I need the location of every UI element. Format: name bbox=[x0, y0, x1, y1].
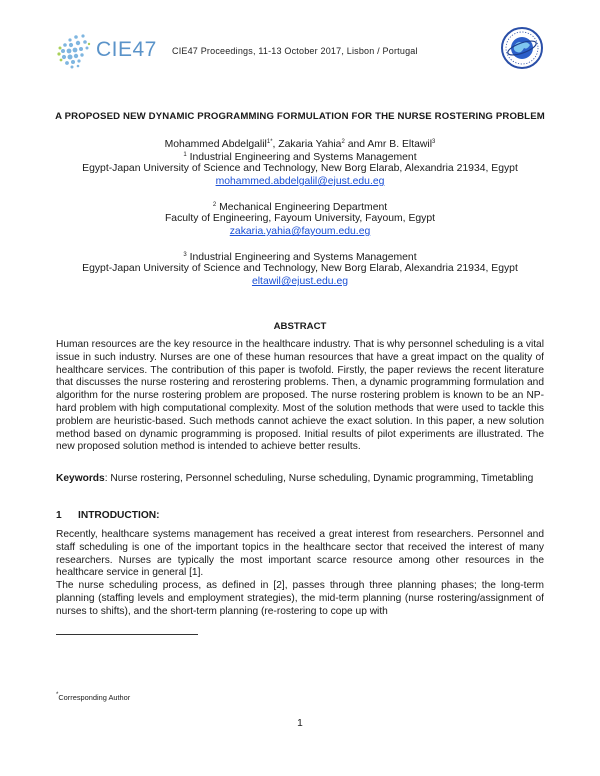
page-number: 1 bbox=[297, 718, 303, 729]
affiliation-email-row bbox=[30, 275, 570, 288]
footnote-text: Corresponding Author bbox=[58, 693, 131, 702]
affiliation-email-row bbox=[30, 225, 570, 238]
author-email-link[interactable]: zakaria.yahia@fayoum.edu.eg bbox=[229, 226, 371, 237]
footnote-marker: * bbox=[56, 692, 59, 698]
author-affiliation-marker: 1* bbox=[266, 139, 273, 145]
abstract-heading: ABSTRACT bbox=[273, 321, 327, 332]
logo-wordmark: CIE47 bbox=[96, 38, 157, 61]
section-number: 1 bbox=[56, 510, 62, 521]
keywords-label: Keywords bbox=[56, 473, 105, 484]
affiliation-number: 1 bbox=[183, 152, 187, 158]
author-email-link[interactable]: eltawil@ejust.edu.eg bbox=[251, 276, 349, 287]
affiliation-email-row bbox=[30, 175, 570, 188]
keywords-line bbox=[56, 473, 544, 486]
author-name: and Amr B. Eltawil bbox=[344, 139, 433, 150]
section-heading bbox=[56, 510, 160, 521]
keywords-text: : Nurse rostering, Personnel scheduling, Nurse scheduling, Dynamic programming, Timetabling bbox=[104, 473, 534, 484]
affiliation-department-text: Industrial Engineering and Systems Management bbox=[189, 152, 417, 163]
affiliation-department-text: Industrial Engineering and Systems Management bbox=[189, 252, 417, 263]
body-paragraph: Recently, healthcare systems management has received a great interest from researchers. Personnel and staff scheduling is one of the important topics in the healthcare sector that received the interest of many researchers. Nurses are typically the most important scarce resource among other resources in the healthcare service in general [1]. bbox=[56, 529, 544, 579]
author-name: , Zakaria Yahia bbox=[272, 139, 342, 150]
proceedings-header: CIE47 Proceedings, 11-13 October 2017, Lisbon / Portugal bbox=[172, 46, 418, 56]
affiliation-organization: Egypt-Japan University of Science and Technology, New Borg Elarab, Alexandria 21934, Egypt bbox=[82, 263, 518, 274]
globe-emblem-icon bbox=[500, 26, 544, 70]
author-affiliation-marker: 3 bbox=[432, 139, 436, 145]
affiliation-number: 3 bbox=[183, 252, 187, 258]
footnote-divider bbox=[56, 634, 198, 635]
author-email-link[interactable]: mohammed.abdelgalil@ejust.edu.eg bbox=[215, 176, 385, 187]
author-name: Mohammed Abdelgalil bbox=[164, 139, 267, 150]
abstract-text: Human resources are the key resource in the healthcare industry. That is why personnel scheduling is a vital issue in such industry. Nurses are one of these human resources that have a great impact on the quality of healthcare services. The contribution of this paper is twofold. Firstly, the paper reviews the recent literature that discusses the nurse rostering and rerostering problems. Then, a dynamic programming formulation and algorithm for the nurse rostering problem are proposed. The nurse rostering problem is known to be an NP-hard problem with high computational complexity. Most of the solution methods that were used to tackle this problem are heuristic-based. Such methods cannot achieve the exact solution. In this paper, a new solution method based on dynamic programming is proposed. Initial results of pilot experiments are illustrated. The new proposed solution method is intended to achieve better results. bbox=[56, 339, 544, 453]
affiliation-organization: Faculty of Engineering, Fayoum University, Fayoum, Egypt bbox=[164, 213, 436, 224]
section-title: INTRODUCTION: bbox=[78, 510, 160, 521]
footnote bbox=[56, 692, 130, 702]
affiliation-department-text: Mechanical Engineering Department bbox=[219, 202, 388, 213]
body-paragraph: The nurse scheduling process, as defined in [2], passes through three planning phases; the long-term planning (staffing levels and employment strategies), the mid-term planning (nurse rostering/assignment of nurses to shifts), and the short-term planning (re-rostering to cope up with bbox=[56, 580, 544, 617]
affiliation-organization: Egypt-Japan University of Science and Technology, New Borg Elarab, Alexandria 21934, Egypt bbox=[82, 163, 518, 174]
paper-title: A PROPOSED NEW DYNAMIC PROGRAMMING FORMULATION FOR THE NURSE ROSTERING PROBLEM bbox=[55, 111, 545, 122]
affiliation-number: 2 bbox=[212, 202, 217, 208]
author-affiliation-marker: 2 bbox=[341, 139, 345, 145]
